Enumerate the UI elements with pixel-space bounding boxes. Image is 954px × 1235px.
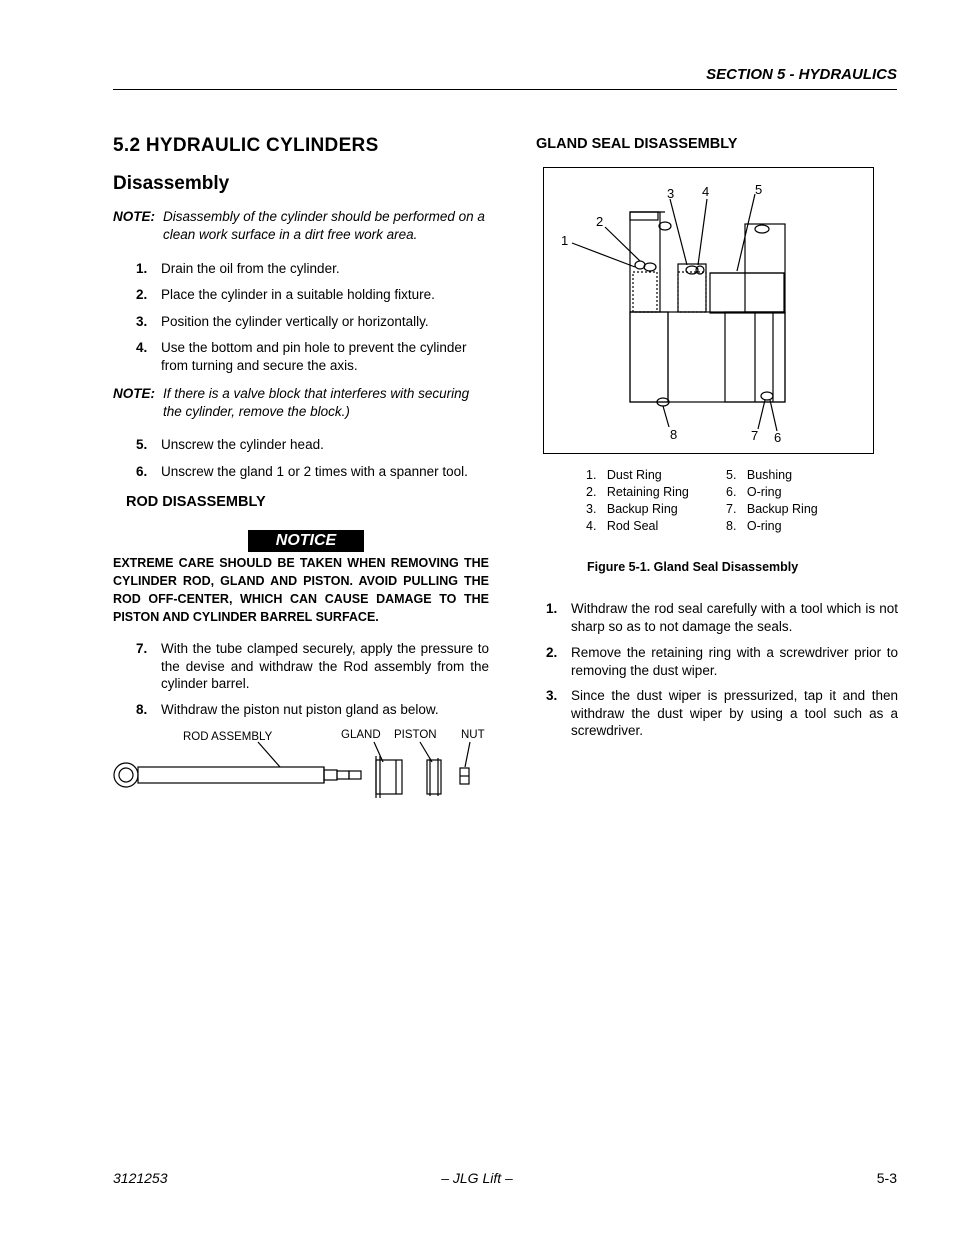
legend-num: 5. (726, 468, 737, 482)
header-rule (113, 89, 897, 90)
rod-assembly-figure (108, 720, 498, 805)
step-number: 7. (136, 641, 148, 656)
legend-item (586, 501, 689, 518)
step-number: 3. (136, 314, 148, 329)
step-number: 6. (136, 464, 148, 479)
rod-assembly-label: ROD ASSEMBLY (183, 731, 273, 743)
legend-column-1 (586, 467, 689, 535)
legend-num: 8. (726, 519, 737, 533)
step-item (136, 339, 489, 374)
rod-shaft (138, 767, 324, 783)
legend-name: Backup Ring (606, 502, 678, 516)
legend-num: 2. (586, 485, 597, 499)
legend-num: 4. (586, 519, 597, 533)
gland-seal-heading: GLAND SEAL DISASSEMBLY (536, 136, 738, 152)
rod-eye (114, 763, 138, 787)
rod-disassembly-heading: ROD DISASSEMBLY (126, 494, 266, 510)
step-number: 4. (136, 340, 148, 355)
legend-num: 1. (586, 468, 597, 482)
figure-caption: Figure 5-1. Gland Seal Disassembly (587, 560, 799, 574)
callout-5: 5 (755, 182, 763, 197)
step-text: Remove the retaining ring with a screwdriver prior to removing the dust wiper. (571, 645, 898, 678)
callout-2: 2 (596, 214, 604, 229)
step-text: With the tube clamped securely, apply the pressure to the devise and withdraw the Rod assembly from the cylinder barrel. (161, 641, 489, 691)
callout-3: 3 (667, 186, 675, 201)
step-number: 1. (136, 261, 148, 276)
piston-label: PISTON (394, 729, 437, 741)
step-item (136, 463, 489, 481)
legend-num: 3. (586, 502, 597, 516)
notice-text: EXTREME CARE SHOULD BE TAKEN WHEN REMOVING THE CYLINDER ROD, GLAND AND PISTON. AVOID PULLING THE ROD OFF-CENTER, WHICH CAN CAUSE DAMAGE TO THE PISTON AND CYLINDER BARREL SURFACE. (113, 556, 489, 624)
step-number: 8. (136, 702, 148, 717)
legend-name: Dust Ring (606, 468, 662, 482)
gland-seal-figure (545, 169, 872, 452)
rod-eye-inner (119, 768, 133, 782)
rod-step (324, 770, 337, 780)
step-number: 2. (136, 287, 148, 302)
callout-8: 8 (670, 427, 678, 442)
gland-label: GLAND (341, 729, 381, 741)
step-text: Use the bottom and pin hole to prevent the cylinder from turning and secure the axis. (161, 340, 467, 373)
note-label: NOTE: (113, 209, 155, 224)
footer-doc-number: 3121253 (113, 1170, 168, 1186)
legend-column-2 (726, 467, 818, 535)
step-text: Withdraw the piston nut piston gland as below. (161, 702, 439, 717)
step-text: Since the dust wiper is pressurized, tap it and then withdraw the dust wiper by using a tool such as a screwdriver. (571, 688, 898, 738)
step-number: 1. (546, 601, 558, 616)
notice-badge: NOTICE (248, 530, 364, 552)
note-clean-surface (113, 208, 489, 243)
legend-item (726, 518, 818, 535)
step-item (546, 687, 898, 740)
step-text: Drain the oil from the cylinder. (161, 261, 340, 276)
legend-name: Rod Seal (606, 519, 659, 533)
legend-item (586, 518, 689, 535)
footer-center: – JLG Lift – (441, 1170, 513, 1186)
legend-item (726, 501, 818, 518)
step-text: Place the cylinder in a suitable holding fixture. (161, 287, 435, 302)
step-item (136, 313, 489, 331)
note-label: NOTE: (113, 386, 155, 401)
legend-name: Bushing (746, 468, 793, 482)
step-item (136, 436, 489, 454)
callout-7: 7 (751, 428, 759, 443)
step-item (136, 701, 489, 719)
legend-name: Backup Ring (746, 502, 818, 516)
nut-label: NUT (461, 729, 485, 741)
step-text: Unscrew the cylinder head. (161, 437, 324, 452)
section-title: 5.2 HYDRAULIC CYLINDERS (113, 135, 379, 156)
piston-part (427, 758, 441, 796)
legend-item (586, 484, 689, 501)
legend-item (586, 467, 689, 484)
callout-4: 4 (702, 184, 710, 199)
step-item (546, 644, 898, 679)
step-item (136, 640, 489, 693)
note-text: If there is a valve block that interferes with securing the cylinder, remove the block.) (163, 386, 470, 419)
step-text: Unscrew the gland 1 or 2 times with a spanner tool. (161, 464, 468, 479)
step-text: Withdraw the rod seal carefully with a tool which is not sharp so as to not damage the seals. (571, 601, 898, 634)
step-item (136, 286, 489, 304)
step-number: 3. (546, 688, 558, 703)
step-number: 5. (136, 437, 148, 452)
note-text: Disassembly of the cylinder should be performed on a clean work surface in a dirt free work area. (163, 209, 485, 242)
step-item (136, 260, 489, 278)
step-item (546, 600, 898, 635)
step-number: 2. (546, 645, 558, 660)
legend-item (726, 484, 818, 501)
subsection-title: Disassembly (113, 173, 230, 194)
note-valve-block (113, 385, 489, 420)
section-header: SECTION 5 - HYDRAULICS (706, 66, 897, 83)
legend-item (726, 467, 818, 484)
legend-name: Retaining Ring (606, 485, 689, 499)
callout-6: 6 (774, 430, 782, 445)
legend-num: 7. (726, 502, 737, 516)
callout-1: 1 (561, 233, 569, 248)
legend-name: O-ring (746, 485, 782, 499)
gland-part (376, 756, 402, 798)
legend-num: 6. (726, 485, 737, 499)
footer-page-number: 5-3 (876, 1170, 897, 1186)
step-text: Position the cylinder vertically or horizontally. (161, 314, 429, 329)
legend-name: O-ring (746, 519, 782, 533)
